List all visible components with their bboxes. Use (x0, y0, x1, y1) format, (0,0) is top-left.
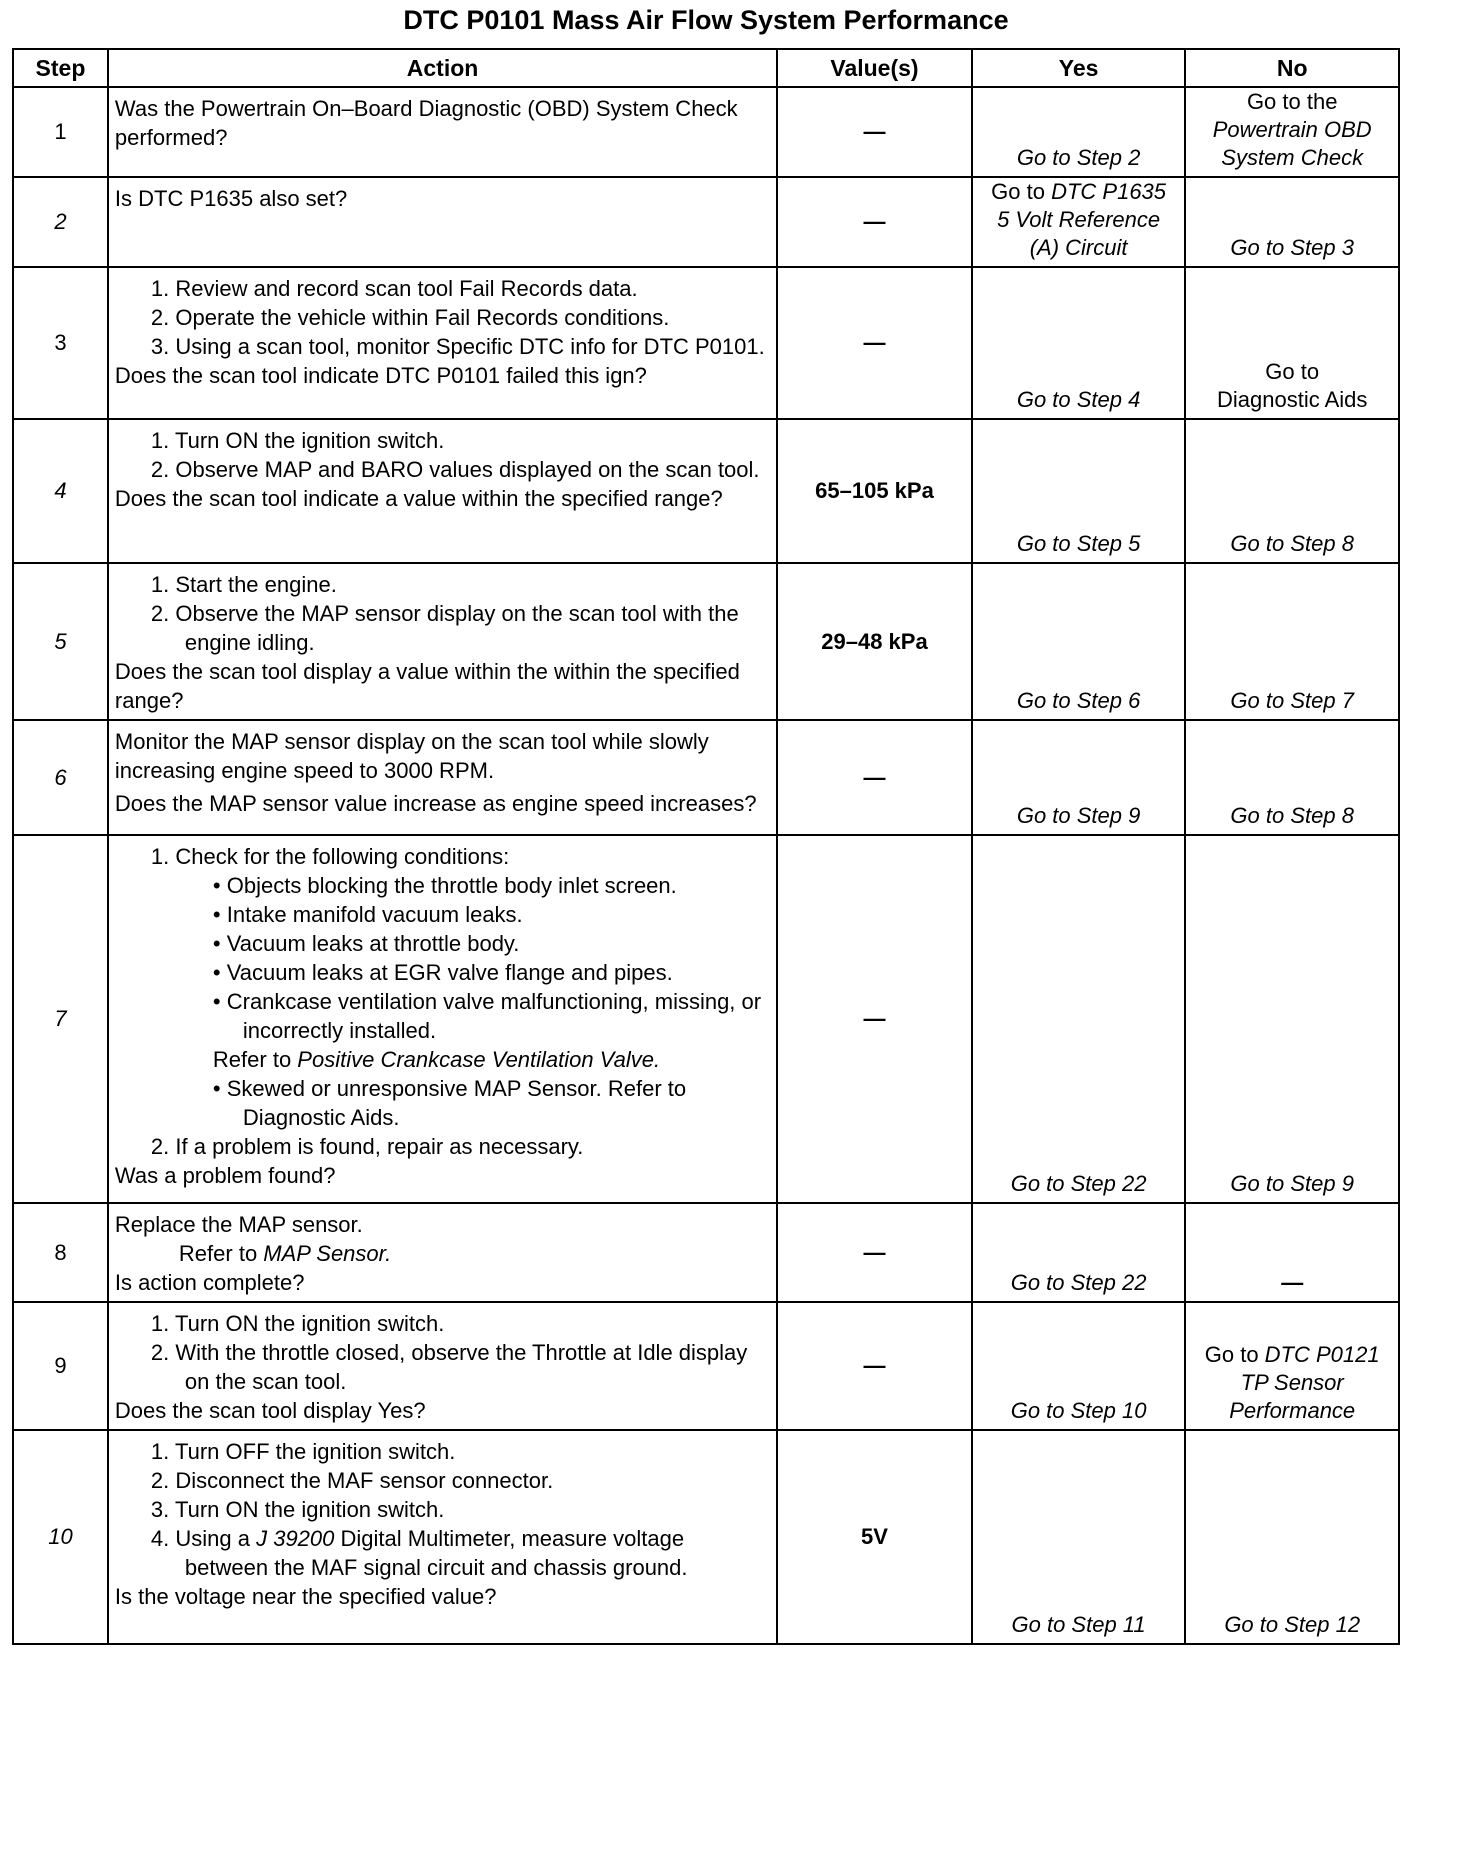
condition-bullet: • Vacuum leaks at EGR valve flange and pipes. (212, 960, 673, 985)
action-question: Does the MAP sensor value increase as engine speed increases? (114, 791, 757, 816)
no-text-1: Go to (1265, 359, 1320, 384)
no-cell (1185, 177, 1399, 267)
yes-link[interactable]: Go to Step 5 (1016, 531, 1141, 556)
no-link[interactable]: Go to Step 7 (1230, 688, 1354, 713)
action-cell (108, 87, 777, 177)
yes-link-2[interactable]: 5 Volt Reference (997, 207, 1161, 232)
action-item: 1. Turn ON the ignition switch. (150, 428, 445, 453)
value-cell (777, 835, 972, 1203)
value-text: 65–105 kPa (815, 478, 934, 503)
no-link-2[interactable]: System Check (1221, 145, 1364, 170)
yes-link[interactable]: DTC P1635 (1051, 179, 1167, 204)
action-item (115, 1524, 770, 1582)
yes-cell (972, 87, 1186, 177)
tool-link[interactable]: J 39200 (256, 1526, 335, 1551)
no-link[interactable]: Go to Step 3 (1230, 235, 1354, 260)
no-link-2[interactable]: TP Sensor (1240, 1370, 1344, 1395)
condition-bullet: • Objects blocking the throttle body inlet screen. (212, 873, 677, 898)
reference-line (115, 1239, 770, 1268)
action-question: Is the voltage near the specified value? (114, 1584, 497, 1609)
step-number: 7 (13, 835, 108, 1203)
yes-link[interactable]: Go to Step 9 (1016, 803, 1141, 828)
value-text: — (863, 330, 886, 355)
no-cell (1185, 720, 1399, 835)
step-number: 2 (13, 177, 108, 267)
no-text-1: Go to (1204, 1342, 1265, 1367)
action-question: Was a problem found? (114, 1163, 336, 1188)
yes-link[interactable]: Go to Step 10 (1010, 1398, 1147, 1423)
yes-cell (972, 1302, 1186, 1430)
action-item: 2. Observe the MAP sensor display on the scan tool with the engine idling. (150, 601, 739, 655)
reference-link[interactable]: Positive Crankcase Ventilation Valve. (297, 1047, 661, 1072)
no-link[interactable]: Go to Step 12 (1224, 1612, 1361, 1637)
yes-link[interactable]: Go to Step 22 (1010, 1270, 1147, 1295)
yes-cell (972, 563, 1186, 720)
header-step: Step (13, 49, 108, 87)
condition-bullet: • Crankcase ventilation valve malfunctioning, missing, or incorrectly installed. (212, 989, 762, 1043)
action-item: 3. Turn ON the ignition switch. (150, 1497, 445, 1522)
action-cell (108, 419, 777, 563)
no-link[interactable]: Go to Step 8 (1230, 803, 1354, 828)
item4-suffix: Digital Multimeter, measure voltage between the MAF signal circuit and chassis ground. (184, 1526, 688, 1580)
table-row (13, 1203, 1399, 1302)
yes-cell (972, 1203, 1186, 1302)
yes-cell (972, 1430, 1186, 1644)
action-text: Monitor the MAP sensor display on the scan tool while slowly increasing engine speed to 3000 RPM. (114, 729, 709, 783)
no-link[interactable]: Go to Step 9 (1230, 1171, 1354, 1196)
header-yes: Yes (972, 49, 1186, 87)
no-cell (1185, 87, 1399, 177)
table-row (13, 267, 1399, 419)
no-text: — (1281, 1270, 1304, 1295)
no-cell (1185, 563, 1399, 720)
yes-cell (972, 267, 1186, 419)
item4-prefix: 4. Using a (150, 1526, 257, 1551)
page-title: DTC P0101 Mass Air Flow System Performance (403, 5, 1009, 35)
yes-link[interactable]: Go to Step 4 (1016, 387, 1141, 412)
action-item: 1. Turn OFF the ignition switch. (150, 1439, 456, 1464)
no-link[interactable]: Powertrain OBD (1212, 117, 1372, 142)
action-item: 1. Turn ON the ignition switch. (150, 1311, 445, 1336)
table-row (13, 563, 1399, 720)
no-link-3[interactable]: Performance (1229, 1398, 1356, 1423)
action-item: 2. Observe MAP and BARO values displayed on the scan tool. (150, 457, 760, 482)
condition-bullet: • Vacuum leaks at throttle body. (212, 931, 520, 956)
table-row (13, 177, 1399, 267)
step-number: 1 (13, 87, 108, 177)
yes-link-3[interactable]: (A) Circuit (1029, 235, 1128, 260)
action-text: Replace the MAP sensor. (114, 1212, 363, 1237)
yes-text-1: Go to (991, 179, 1052, 204)
yes-link[interactable]: Go to Step 2 (1016, 145, 1141, 170)
action-text: Is DTC P1635 also set? (114, 186, 348, 211)
no-link[interactable]: Diagnostic Aids (1216, 387, 1368, 412)
no-link[interactable]: Go to Step 8 (1230, 531, 1354, 556)
value-cell (777, 87, 972, 177)
step-number: 4 (13, 419, 108, 563)
value-text: — (863, 1006, 886, 1031)
table-row (13, 720, 1399, 835)
reference-line (115, 1045, 770, 1074)
value-text: — (863, 209, 886, 234)
no-cell (1185, 835, 1399, 1203)
no-text-1: Go to the (1246, 89, 1338, 114)
table-row (13, 1430, 1399, 1644)
step-number: 5 (13, 563, 108, 720)
header-values: Value(s) (777, 49, 972, 87)
action-question: Does the scan tool indicate DTC P0101 failed this ign? (114, 363, 647, 388)
action-cell (108, 1302, 777, 1430)
action-cell (108, 177, 777, 267)
value-cell (777, 1430, 972, 1644)
no-cell (1185, 419, 1399, 563)
action-item: 2. If a problem is found, repair as necessary. (150, 1134, 584, 1159)
no-cell (1185, 1302, 1399, 1430)
value-text: 29–48 kPa (821, 628, 928, 654)
condition-bullet: • Skewed or unresponsive MAP Sensor. Refer to Diagnostic Aids. (212, 1076, 687, 1130)
action-item: 1. Review and record scan tool Fail Records data. (150, 276, 638, 301)
condition-bullet: • Intake manifold vacuum leaks. (212, 902, 523, 927)
action-cell (108, 1430, 777, 1644)
step-number: 6 (13, 720, 108, 835)
yes-cell (972, 720, 1186, 835)
value-text: 5V (861, 1524, 888, 1549)
action-cell (108, 1203, 777, 1302)
action-text: Was the Powertrain On–Board Diagnostic (OBD) System Check performed? (114, 96, 738, 150)
yes-link[interactable]: Go to Step 22 (1010, 1171, 1147, 1196)
action-cell (108, 267, 777, 419)
action-question: Does the scan tool display Yes? (114, 1398, 426, 1423)
action-cell (108, 563, 777, 720)
step-number: 3 (13, 267, 108, 419)
action-item: 2. Disconnect the MAF sensor connector. (150, 1468, 554, 1493)
table-row (13, 835, 1399, 1203)
no-cell (1185, 1203, 1399, 1302)
action-cell (108, 835, 777, 1203)
action-question: Does the scan tool indicate a value within the specified range? (114, 486, 723, 511)
action-item: 3. Using a scan tool, monitor Specific DTC info for DTC P0101. (150, 334, 765, 359)
value-cell (777, 419, 972, 563)
action-item: 2. Operate the vehicle within Fail Records conditions. (150, 305, 670, 330)
header-no: No (1185, 49, 1399, 87)
yes-link[interactable]: Go to Step 11 (1011, 1612, 1146, 1637)
header-row (13, 49, 1399, 87)
no-cell (1185, 267, 1399, 419)
value-cell (777, 563, 972, 720)
step-number: 8 (13, 1203, 108, 1302)
value-cell (777, 1302, 972, 1430)
value-cell (777, 177, 972, 267)
yes-link[interactable]: Go to Step 6 (1016, 688, 1141, 713)
dtc-table (12, 48, 1400, 1645)
value-text: — (863, 119, 886, 144)
reference-prefix: Refer to (178, 1241, 264, 1266)
value-text: — (863, 1239, 886, 1265)
no-cell (1185, 1430, 1399, 1644)
table-row (13, 87, 1399, 177)
action-item: 2. With the throttle closed, observe the Throttle at Idle display on the scan tool. (150, 1340, 748, 1394)
action-item: 1. Start the engine. (150, 572, 337, 597)
reference-prefix: Refer to (212, 1047, 298, 1072)
action-item: 1. Check for the following conditions: (150, 844, 510, 869)
yes-cell (972, 835, 1186, 1203)
no-link[interactable]: DTC P0121 (1264, 1342, 1380, 1367)
value-text: — (863, 764, 886, 790)
value-cell (777, 720, 972, 835)
header-action: Action (108, 49, 777, 87)
value-cell (777, 1203, 972, 1302)
table-row (13, 419, 1399, 563)
action-question: Is action complete? (114, 1270, 305, 1295)
yes-cell (972, 177, 1186, 267)
step-number: 10 (13, 1430, 108, 1644)
action-cell (108, 720, 777, 835)
value-cell (777, 267, 972, 419)
step-number: 9 (13, 1302, 108, 1430)
yes-cell (972, 419, 1186, 563)
reference-link[interactable]: MAP Sensor. (263, 1241, 392, 1266)
action-question: Does the scan tool display a value within the within the specified range? (114, 659, 740, 713)
table-row (13, 1302, 1399, 1430)
value-text: — (863, 1353, 886, 1378)
